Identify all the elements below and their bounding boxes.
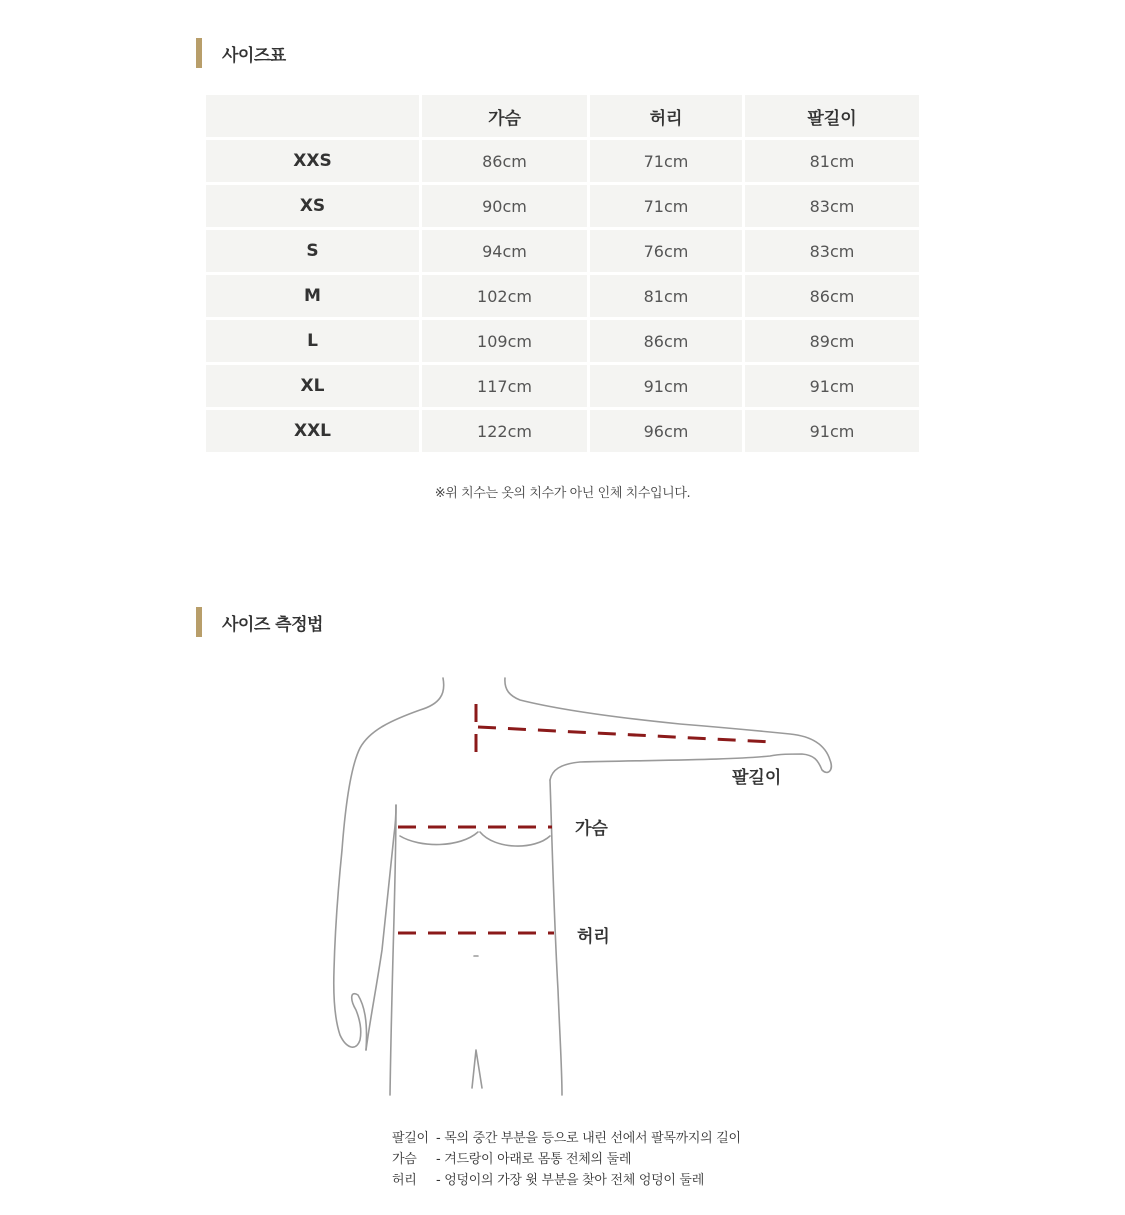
table-row <box>205 274 921 319</box>
chest-label: 가슴 <box>575 819 608 839</box>
size-label: XL <box>205 364 421 409</box>
size-chart-header <box>196 38 286 68</box>
chest-value: 94cm <box>421 229 589 274</box>
legend-desc: - 엉덩이의 가장 윗 부분을 찾아 전체 엉덩이 둘레 <box>436 1173 704 1188</box>
arm-value: 86cm <box>744 274 921 319</box>
chest-value: 109cm <box>421 319 589 364</box>
legend-term: 팔길이 <box>392 1131 429 1146</box>
table-header-waist: 허리 <box>589 94 744 139</box>
measurement-header <box>196 607 323 637</box>
legend-item <box>392 1128 741 1149</box>
groin-mark <box>472 1050 482 1088</box>
legend-desc: - 목의 중간 부분을 등으로 내린 선에서 팔목까지의 길이 <box>436 1131 741 1146</box>
size-label: M <box>205 274 421 319</box>
table-row <box>205 229 921 274</box>
legend-term: 허리 <box>392 1173 417 1188</box>
table-row <box>205 184 921 229</box>
arm-value: 91cm <box>744 409 921 454</box>
chest-curve-right <box>480 832 550 846</box>
table-header-row <box>205 94 921 139</box>
arm-value: 81cm <box>744 139 921 184</box>
size-chart-title: 사이즈표 <box>222 45 286 66</box>
measurement-title: 사이즈 측정법 <box>222 614 323 635</box>
body-outline-right <box>505 678 831 780</box>
table-header-cell <box>205 94 421 139</box>
body-outline-left <box>334 678 444 1050</box>
chest-value: 122cm <box>421 409 589 454</box>
legend-term: 가슴 <box>392 1152 417 1167</box>
arm-value: 89cm <box>744 319 921 364</box>
size-label: L <box>205 319 421 364</box>
measurement-legend <box>392 1128 741 1191</box>
waist-value: 86cm <box>589 319 744 364</box>
waist-value: 71cm <box>589 184 744 229</box>
waist-value: 81cm <box>589 274 744 319</box>
arm-value: 83cm <box>744 184 921 229</box>
arm-value: 91cm <box>744 364 921 409</box>
size-note: ※위 치수는 옷의 치수가 아닌 인체 치수입니다. <box>434 486 691 501</box>
chest-curve-left <box>400 832 478 845</box>
section-accent-bar <box>196 38 202 68</box>
waist-value: 96cm <box>589 409 744 454</box>
legend-item <box>392 1149 741 1170</box>
size-label: XS <box>205 184 421 229</box>
waist-value: 71cm <box>589 139 744 184</box>
size-label: S <box>205 229 421 274</box>
table-header-chest: 가슴 <box>421 94 589 139</box>
size-table <box>203 92 922 455</box>
chest-value: 102cm <box>421 274 589 319</box>
body-outline-diagram <box>320 660 840 1100</box>
section-accent-bar <box>196 607 202 637</box>
size-label: XXL <box>205 409 421 454</box>
chest-value: 90cm <box>421 184 589 229</box>
size-label: XXS <box>205 139 421 184</box>
legend-item <box>392 1170 741 1191</box>
table-row <box>205 364 921 409</box>
arm-length-horizontal-line <box>478 727 772 742</box>
waist-value: 76cm <box>589 229 744 274</box>
arm-value: 83cm <box>744 229 921 274</box>
arm-length-label: 팔길이 <box>732 768 782 788</box>
chest-value: 117cm <box>421 364 589 409</box>
chest-value: 86cm <box>421 139 589 184</box>
legend-desc: - 겨드랑이 아래로 몸통 전체의 둘레 <box>436 1152 632 1167</box>
waist-value: 91cm <box>589 364 744 409</box>
waist-label: 허리 <box>577 927 610 947</box>
table-header-arm: 팔길이 <box>744 94 921 139</box>
table-row <box>205 409 921 454</box>
table-row <box>205 319 921 364</box>
table-row <box>205 139 921 184</box>
